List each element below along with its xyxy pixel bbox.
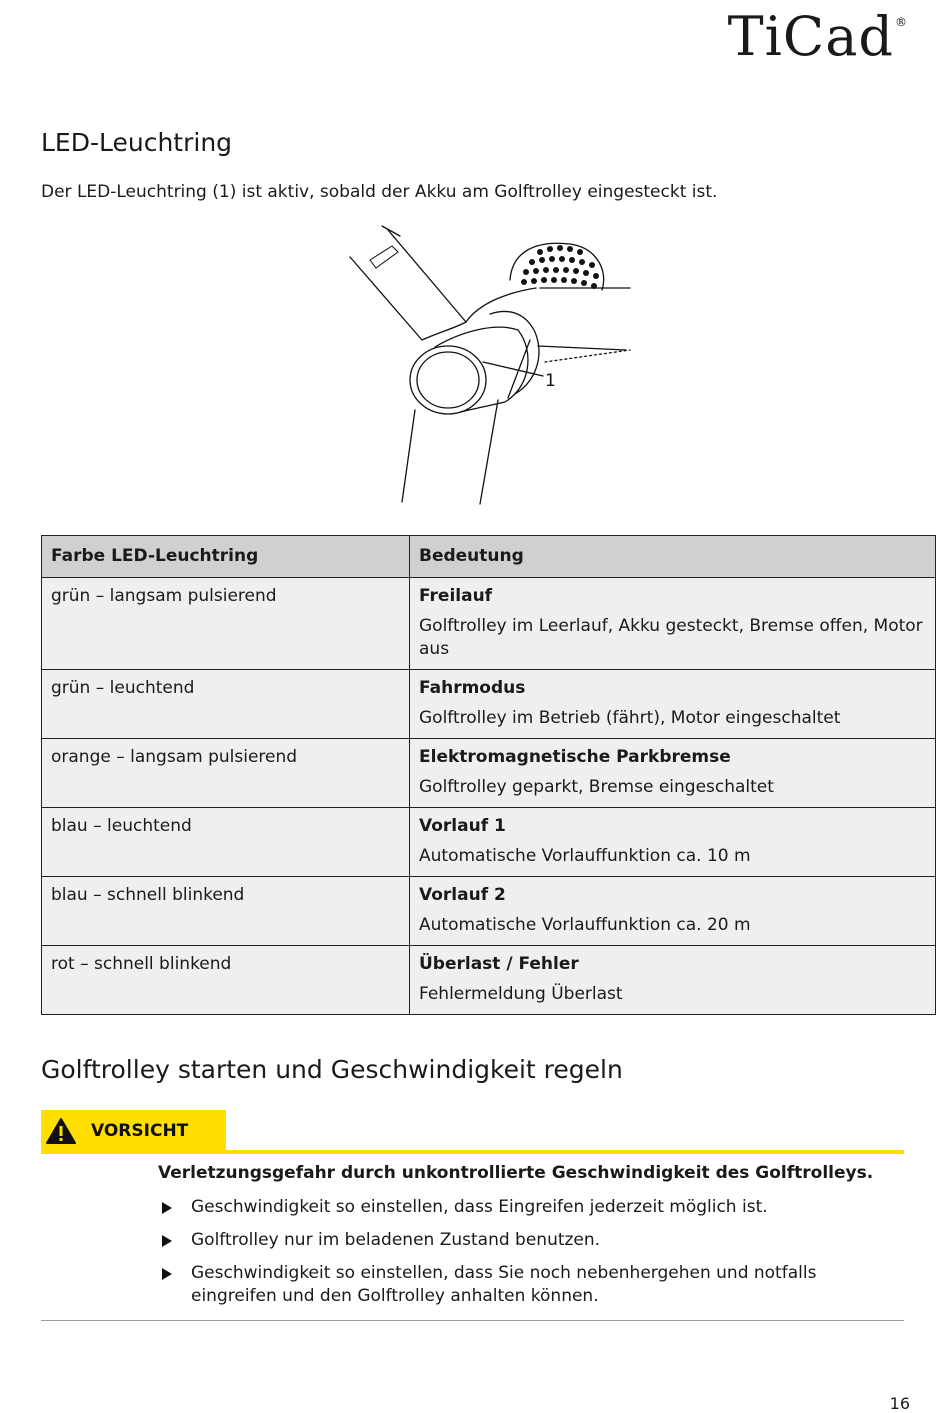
- led-color-cell: grün – leuchtend: [42, 670, 410, 739]
- table-row: [42, 578, 936, 670]
- section-rule: [41, 1320, 904, 1321]
- led-color-cell: rot – schnell blinkend: [42, 946, 410, 1015]
- caution-divider: [41, 1150, 904, 1154]
- meaning-title: Vorlauf 1: [419, 816, 506, 836]
- table-row: [42, 739, 936, 808]
- table-header-row: [42, 536, 936, 578]
- caution-label: VORSICHT: [91, 1121, 189, 1141]
- page-number: 16: [889, 1394, 910, 1413]
- meaning-title: Elektromagnetische Parkbremse: [419, 747, 731, 767]
- led-color-cell: blau – schnell blinkend: [42, 877, 410, 946]
- registered-mark: ®: [895, 15, 908, 29]
- table-row: [42, 670, 936, 739]
- meaning-title: Vorlauf 2: [419, 885, 506, 905]
- brand-logo: [727, 5, 908, 68]
- meaning-title: Überlast / Fehler: [419, 954, 579, 974]
- meaning-description: Automatische Vorlauffunktion ca. 10 m: [419, 846, 751, 866]
- led-color-cell: blau – leuchtend: [42, 808, 410, 877]
- section-title-start: Golftrolley starten und Geschwindigkeit regeln: [41, 1055, 623, 1084]
- instruction-text: Golftrolley nur im beladenen Zustand benutzen.: [191, 1230, 601, 1250]
- instruction-text: Geschwindigkeit so einstellen, dass Sie noch nebenhergehen und notfalls eingreifen und den Golftrolley anhalten können.: [191, 1263, 817, 1306]
- meaning-description: Golftrolley geparkt, Bremse eingeschaltet: [419, 777, 774, 797]
- caution-badge: [41, 1110, 226, 1152]
- list-item: [160, 1262, 900, 1308]
- caution-heading: Verletzungsgefahr durch unkontrollierte Geschwindigkeit des Golftrolleys.: [158, 1163, 874, 1183]
- col-header-meaning: Bedeutung: [410, 536, 936, 578]
- meaning-description: Golftrolley im Betrieb (fährt), Motor eingeschaltet: [419, 708, 841, 728]
- meaning-cell: [410, 808, 936, 877]
- led-color-cell: grün – langsam pulsierend: [42, 578, 410, 670]
- list-item: [160, 1196, 900, 1219]
- bullet-arrow-icon: [162, 1268, 172, 1280]
- table-row: [42, 946, 936, 1015]
- meaning-cell: [410, 739, 936, 808]
- table-row: [42, 877, 936, 946]
- meaning-cell: [410, 877, 936, 946]
- meaning-description: Automatische Vorlauffunktion ca. 20 m: [419, 915, 751, 935]
- led-status-table: [41, 535, 936, 1015]
- figure-callout-1: 1: [545, 371, 556, 391]
- col-header-color: Farbe LED-Leuchtring: [42, 536, 410, 578]
- instruction-text: Geschwindigkeit so einstellen, dass Eingreifen jederzeit möglich ist.: [191, 1197, 768, 1217]
- led-ring-illustration: [340, 222, 640, 512]
- bullet-arrow-icon: [162, 1202, 172, 1214]
- list-item: [160, 1229, 900, 1252]
- section-title-led: LED-Leuchtring: [41, 128, 233, 157]
- led-color-cell: orange – langsam pulsierend: [42, 739, 410, 808]
- warning-triangle-icon: [45, 1117, 77, 1145]
- bullet-arrow-icon: [162, 1235, 172, 1247]
- caution-instructions: [160, 1196, 900, 1318]
- meaning-title: Fahrmodus: [419, 678, 526, 698]
- meaning-description: Fehlermeldung Überlast: [419, 984, 623, 1004]
- meaning-cell: [410, 670, 936, 739]
- table-row: [42, 808, 936, 877]
- brand-name: TiCad: [727, 5, 894, 68]
- meaning-cell: [410, 946, 936, 1015]
- meaning-description: Golftrolley im Leerlauf, Akku gesteckt, Bremse offen, Motor aus: [419, 616, 923, 659]
- meaning-title: Freilauf: [419, 586, 493, 606]
- meaning-cell: [410, 578, 936, 670]
- intro-text: Der LED-Leuchtring (1) ist aktiv, sobald der Akku am Golftrolley eingesteckt ist.: [41, 182, 718, 202]
